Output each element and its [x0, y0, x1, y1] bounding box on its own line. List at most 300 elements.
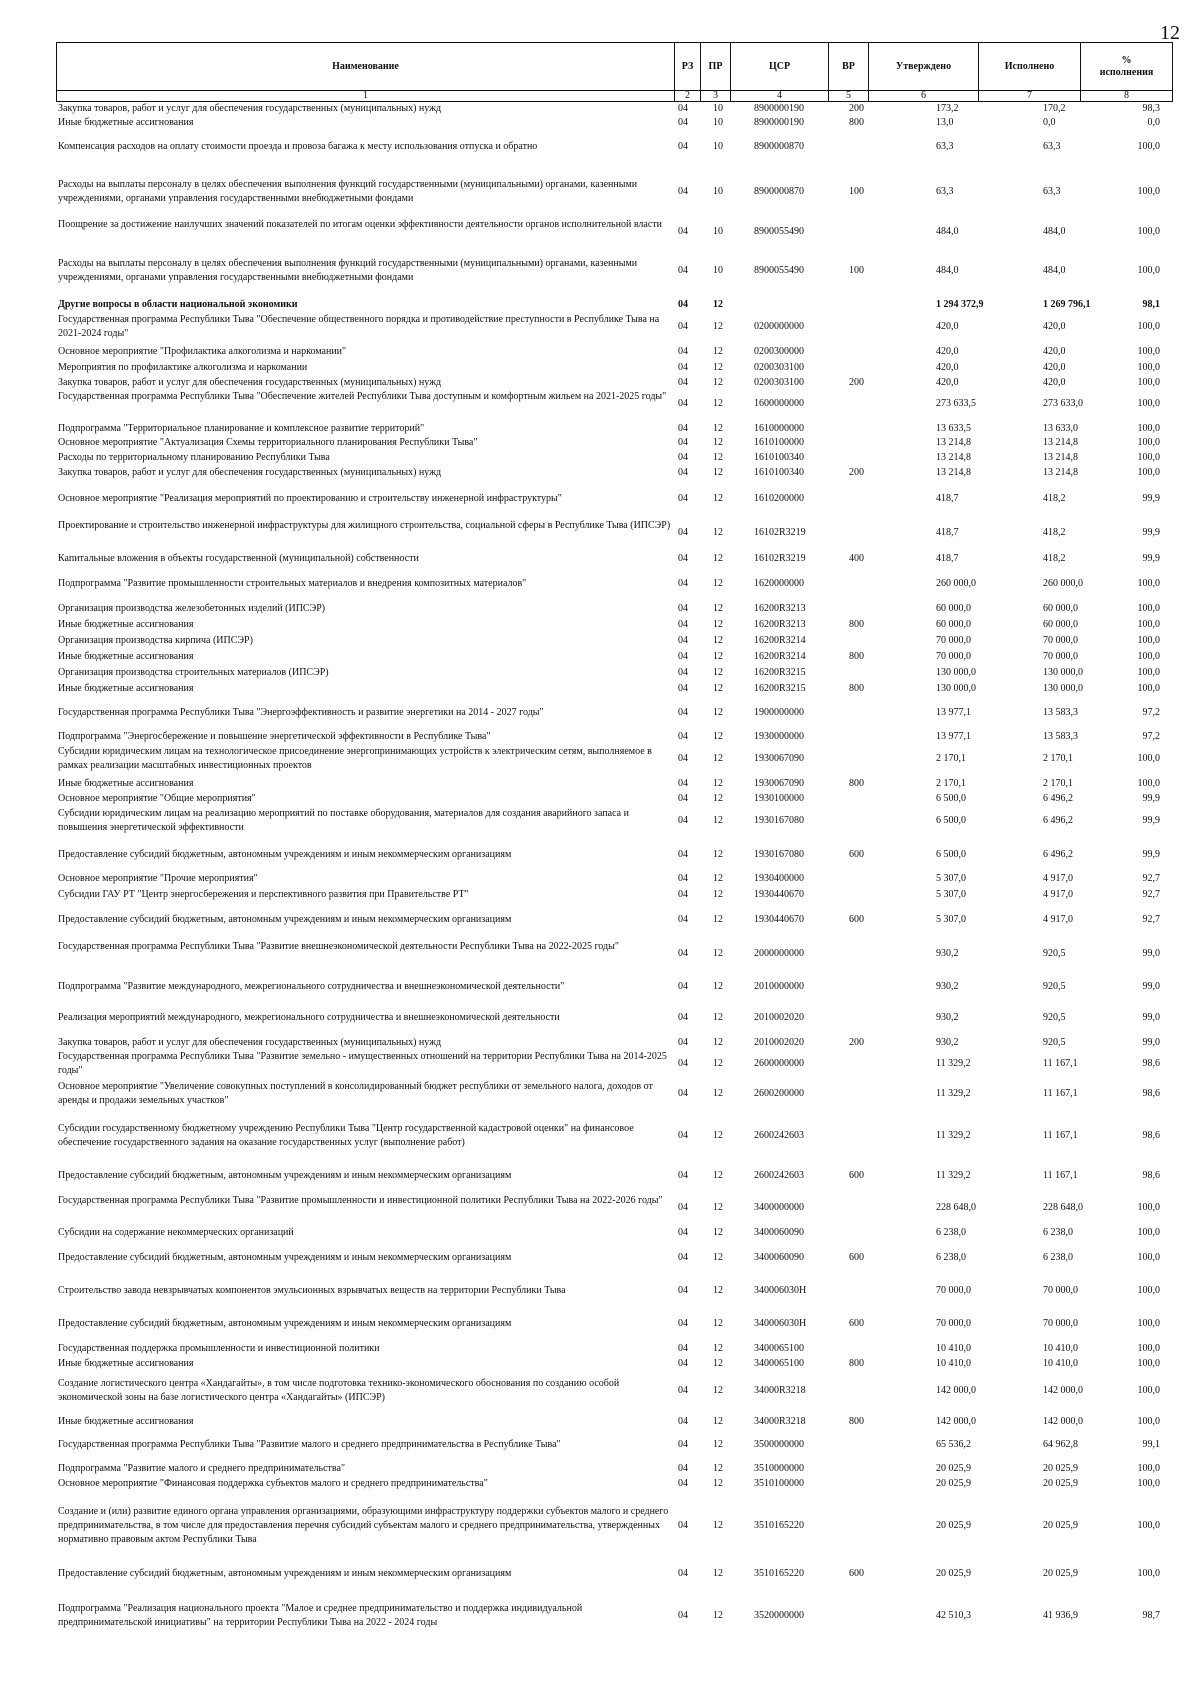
row-approved: 930,2 [936, 1012, 959, 1023]
row-csr: 3520000000 [754, 1610, 804, 1621]
row-percent: 100,0 [1137, 141, 1160, 152]
row-rz: 04 [678, 1170, 688, 1181]
row-pr: 12 [713, 527, 723, 538]
row-executed: 70 000,0 [1043, 635, 1078, 646]
row-name: Основное мероприятие "Профилактика алкоголизма и наркомании" [58, 346, 347, 357]
row-csr: 1930100000 [754, 793, 804, 804]
row-approved: 420,0 [936, 346, 959, 357]
row-executed: 13 633,0 [1043, 423, 1078, 434]
row-csr: 8900000190 [754, 103, 804, 114]
row-rz: 04 [678, 651, 688, 662]
row-executed: 260 000,0 [1043, 578, 1083, 589]
row-executed: 2 170,1 [1043, 753, 1073, 764]
row-pr: 12 [713, 1478, 723, 1489]
row-percent: 100,0 [1137, 346, 1160, 357]
row-approved: 13 977,1 [936, 731, 971, 742]
row-name: Иные бюджетные ассигнования [58, 1358, 194, 1369]
row-percent: 100,0 [1137, 578, 1160, 589]
row-name: Строительство завода невзрывчатых компонентов эмульсионных взрывчатых веществ на территории Республики Тыва [58, 1285, 566, 1296]
row-name: Государственная программа Республики Тыва "Развитие земельно - имущественных отношений на территории Республики Тыва на 2014-2025 годы" [58, 1051, 667, 1076]
row-pr: 12 [713, 753, 723, 764]
row-name: Подпрограмма "Развитие малого и среднего предпринимательства" [58, 1463, 346, 1474]
row-name: Государственная программа Республики Тыва "Развитие малого и среднего предпринимательства в Республике Тыва" [58, 1439, 561, 1450]
row-pr: 12 [713, 1170, 723, 1181]
row-approved: 420,0 [936, 377, 959, 388]
row-rz: 04 [678, 778, 688, 789]
row-name: Основное мероприятие "Прочие мероприятия" [58, 873, 258, 884]
row-name: Субсидии государственному бюджетному учреждению Республики Тыва "Центр государственной кадастровой оценки" на финансовое обеспечение государственного задания на оказание государственных услуг (выполнение работ) [58, 1123, 634, 1148]
row-percent: 100,0 [1137, 467, 1160, 478]
row-csr: 8900055490 [754, 265, 804, 276]
row-executed: 64 962,8 [1043, 1439, 1078, 1450]
row-rz: 04 [678, 321, 688, 332]
row-executed: 4 917,0 [1043, 873, 1073, 884]
row-executed: 10 410,0 [1043, 1358, 1078, 1369]
row-approved: 70 000,0 [936, 635, 971, 646]
row-csr: 3510100000 [754, 1478, 804, 1489]
row-pr: 12 [713, 437, 723, 448]
row-rz: 04 [678, 226, 688, 237]
col-percent-header [1081, 43, 1173, 91]
row-pr: 12 [713, 493, 723, 504]
row-csr: 2010000000 [754, 981, 804, 992]
row-name: Субсидии на содержание некоммерческих организаций [58, 1227, 294, 1238]
col-number: 3 [701, 91, 731, 102]
row-percent: 100,0 [1137, 362, 1160, 373]
row-percent: 99,9 [1142, 527, 1160, 538]
col-rz-header: РЗ [675, 43, 701, 91]
row-percent: 100,0 [1137, 683, 1160, 694]
row-vr: 100 [849, 265, 864, 276]
row-pr: 12 [713, 683, 723, 694]
row-percent: 100,0 [1137, 1318, 1160, 1329]
row-rz: 04 [678, 1058, 688, 1069]
row-csr: 3510165220 [754, 1520, 804, 1531]
row-pr: 12 [713, 398, 723, 409]
row-percent: 97,2 [1142, 707, 1160, 718]
row-percent: 100,0 [1137, 1568, 1160, 1579]
row-executed: 13 214,8 [1043, 467, 1078, 478]
row-csr: 16200R3214 [754, 635, 806, 646]
row-csr: 8900000870 [754, 186, 804, 197]
row-name: Государственная программа Республики Тыва "Обеспечение жителей Республики Тыва доступным и комфортным жильем на 2021-2025 годы" [58, 391, 667, 402]
row-name: Предоставление субсидий бюджетным, автономным учреждениям и иным некоммерческим организациям [58, 849, 512, 860]
row-approved: 418,7 [936, 527, 959, 538]
row-name: Иные бюджетные ассигнования [58, 619, 194, 630]
row-pr: 12 [713, 635, 723, 646]
row-vr: 200 [849, 467, 864, 478]
row-name: Организация производства железобетонных изделий (ИПСЭР) [58, 603, 326, 614]
row-executed: 6 496,2 [1043, 793, 1073, 804]
row-name: Предоставление субсидий бюджетным, автономным учреждениям и иным некоммерческим организациям [58, 1252, 512, 1263]
row-vr: 800 [849, 683, 864, 694]
row-executed: 920,5 [1043, 1037, 1066, 1048]
row-executed: 4 917,0 [1043, 889, 1073, 900]
row-rz: 04 [678, 1285, 688, 1296]
row-name: Подпрограмма "Реализация национального проекта "Малое и среднее предпринимательство и поддержка индивидуальной предпринимательской инициативы" на территории Республики Тыва на 2022 - 2024 годы [58, 1603, 583, 1628]
row-approved: 13 214,8 [936, 467, 971, 478]
row-percent: 97,2 [1142, 731, 1160, 742]
row-rz: 04 [678, 1202, 688, 1213]
row-rz: 04 [678, 731, 688, 742]
row-rz: 04 [678, 467, 688, 478]
col-vr-header: ВР [829, 43, 869, 91]
row-pr: 12 [713, 362, 723, 373]
row-csr: 2010002020 [754, 1037, 804, 1048]
row-rz: 04 [678, 981, 688, 992]
row-csr: 1930167080 [754, 849, 804, 860]
row-pr: 12 [713, 377, 723, 388]
row-csr: 16200R3213 [754, 603, 806, 614]
row-name: Государственная программа Республики Тыва "Энергоэффективность и развитие энергетики на 2014 - 2027 годы" [58, 707, 544, 718]
row-pr: 12 [713, 553, 723, 564]
row-pr: 12 [713, 873, 723, 884]
row-percent: 100,0 [1137, 1285, 1160, 1296]
row-csr: 2600242603 [754, 1130, 804, 1141]
row-percent: 100,0 [1137, 619, 1160, 630]
row-executed: 484,0 [1043, 226, 1066, 237]
row-name: Закупка товаров, работ и услуг для обеспечения государственных (муниципальных) нужд [58, 1037, 442, 1048]
row-executed: 13 583,3 [1043, 731, 1078, 742]
row-csr: 0200300000 [754, 346, 804, 357]
row-percent: 99,0 [1142, 948, 1160, 959]
row-executed: 60 000,0 [1043, 603, 1078, 614]
row-rz: 04 [678, 793, 688, 804]
row-vr: 800 [849, 778, 864, 789]
row-approved: 42 510,3 [936, 1610, 971, 1621]
row-approved: 484,0 [936, 226, 959, 237]
row-approved: 13 214,8 [936, 437, 971, 448]
row-approved: 70 000,0 [936, 1318, 971, 1329]
row-pr: 12 [713, 1416, 723, 1427]
row-name: Закупка товаров, работ и услуг для обеспечения государственных (муниципальных) нужд [58, 377, 442, 388]
row-approved: 70 000,0 [936, 1285, 971, 1296]
row-vr: 100 [849, 186, 864, 197]
row-approved: 6 500,0 [936, 793, 966, 804]
row-executed: 6 496,2 [1043, 849, 1073, 860]
row-percent: 100,0 [1137, 778, 1160, 789]
row-csr: 2600242603 [754, 1170, 804, 1181]
row-name: Другие вопросы в области национальной экономики [58, 299, 298, 310]
row-executed: 20 025,9 [1043, 1520, 1078, 1531]
row-approved: 11 329,2 [936, 1130, 971, 1141]
row-csr: 1600000000 [754, 398, 804, 409]
row-percent: 100,0 [1137, 1202, 1160, 1213]
row-name: Иные бюджетные ассигнования [58, 651, 194, 662]
row-percent: 99,9 [1142, 815, 1160, 826]
row-rz: 04 [678, 619, 688, 630]
row-csr: 1930000000 [754, 731, 804, 742]
row-vr: 600 [849, 914, 864, 925]
row-rz: 04 [678, 1610, 688, 1621]
row-percent: 92,7 [1142, 873, 1160, 884]
row-percent: 100,0 [1137, 1478, 1160, 1489]
row-percent: 100,0 [1137, 667, 1160, 678]
row-percent: 99,9 [1142, 553, 1160, 564]
row-name: Субсидии юридическим лицам на технологическое присоединение энергопринимающих устройств к электрическим сетям, выполняемое в рамках реализации масштабных инвестиционных проектов [58, 746, 652, 771]
row-approved: 273 633,5 [936, 398, 976, 409]
row-executed: 63,3 [1043, 141, 1061, 152]
row-pr: 10 [713, 226, 723, 237]
row-vr: 800 [849, 1416, 864, 1427]
row-executed: 273 633,0 [1043, 398, 1083, 409]
row-executed: 420,0 [1043, 346, 1066, 357]
row-executed: 920,5 [1043, 1012, 1066, 1023]
row-rz: 04 [678, 493, 688, 504]
row-pr: 10 [713, 103, 723, 114]
row-approved: 484,0 [936, 265, 959, 276]
row-percent: 100,0 [1137, 226, 1160, 237]
row-pr: 12 [713, 707, 723, 718]
row-pr: 10 [713, 186, 723, 197]
row-rz: 04 [678, 103, 688, 114]
col-number: 4 [731, 91, 829, 102]
row-approved: 228 648,0 [936, 1202, 976, 1213]
page-number: 12 [1160, 22, 1180, 44]
row-name: Иные бюджетные ассигнования [58, 683, 194, 694]
row-pr: 12 [713, 603, 723, 614]
row-name: Государственная программа Республики Тыва "Обеспечение общественного порядка и противодействие преступности в Республике Тыва на 2021-2024 годы" [58, 314, 660, 339]
row-pr: 12 [713, 423, 723, 434]
row-percent: 100,0 [1137, 603, 1160, 614]
row-vr: 600 [849, 1170, 864, 1181]
row-rz: 04 [678, 1227, 688, 1238]
col-number: 2 [675, 91, 701, 102]
row-executed: 41 936,9 [1043, 1610, 1078, 1621]
row-pr: 12 [713, 1358, 723, 1369]
row-rz: 04 [678, 265, 688, 276]
row-name: Субсидии ГАУ РТ "Центр энергосбережения и перспективного развития при Правительстве РТ" [58, 889, 469, 900]
row-approved: 20 025,9 [936, 1463, 971, 1474]
row-pr: 12 [713, 981, 723, 992]
row-executed: 920,5 [1043, 981, 1066, 992]
row-rz: 04 [678, 707, 688, 718]
row-rz: 04 [678, 1252, 688, 1263]
row-pr: 12 [713, 299, 723, 310]
row-csr: 8900000190 [754, 117, 804, 128]
row-percent: 98,6 [1142, 1170, 1160, 1181]
row-name: Капитальные вложения в объекты государственной (муниципальной) собственности [58, 553, 419, 564]
row-rz: 04 [678, 667, 688, 678]
row-csr: 1610000000 [754, 423, 804, 434]
row-vr: 400 [849, 553, 864, 564]
col-name-header: Наименование [57, 43, 675, 91]
row-csr: 3500000000 [754, 1439, 804, 1450]
row-percent: 99,1 [1142, 1439, 1160, 1450]
row-approved: 930,2 [936, 1037, 959, 1048]
row-pr: 12 [713, 793, 723, 804]
row-name: Расходы на выплаты персоналу в целях обеспечения выполнения функций государственными (муниципальными) органами, казенными учреждениями, органами управления государственными внебюджетными фондами [58, 258, 638, 283]
row-approved: 13 214,8 [936, 452, 971, 463]
table-header [56, 42, 1173, 102]
row-rz: 04 [678, 1478, 688, 1489]
row-name: Основное мероприятие "Актуализация Схемы территориального планирования Республики Тыва" [58, 437, 478, 448]
row-csr: 3400000000 [754, 1202, 804, 1213]
row-name: Расходы по территориальному планированию Республики Тыва [58, 452, 330, 463]
row-executed: 1 269 796,1 [1043, 299, 1091, 310]
row-rz: 04 [678, 141, 688, 152]
row-name: Подпрограмма "Энергосбережение и повышение энергетической эффективности в Республике Тыва" [58, 731, 491, 742]
row-percent: 100,0 [1137, 423, 1160, 434]
row-rz: 04 [678, 849, 688, 860]
row-executed: 6 238,0 [1043, 1252, 1073, 1263]
row-approved: 142 000,0 [936, 1416, 976, 1427]
row-rz: 04 [678, 423, 688, 434]
row-percent: 100,0 [1137, 186, 1160, 197]
row-csr: 3510000000 [754, 1463, 804, 1474]
row-csr: 3400065100 [754, 1343, 804, 1354]
row-csr: 3510165220 [754, 1568, 804, 1579]
row-executed: 13 214,8 [1043, 437, 1078, 448]
row-csr: 3400060090 [754, 1227, 804, 1238]
row-percent: 100,0 [1137, 1520, 1160, 1531]
row-rz: 04 [678, 553, 688, 564]
row-csr: 1610100340 [754, 452, 804, 463]
row-csr: 3400060090 [754, 1252, 804, 1263]
row-percent: 98,1 [1142, 299, 1160, 310]
row-csr: 1610100000 [754, 437, 804, 448]
row-csr: 16200R3213 [754, 619, 806, 630]
row-pr: 12 [713, 1318, 723, 1329]
row-vr: 600 [849, 1568, 864, 1579]
row-approved: 65 536,2 [936, 1439, 971, 1450]
row-pr: 12 [713, 1343, 723, 1354]
row-percent: 100,0 [1137, 1416, 1160, 1427]
row-name: Мероприятия по профилактике алкоголизма и наркомании [58, 362, 308, 373]
row-approved: 930,2 [936, 981, 959, 992]
row-approved: 10 410,0 [936, 1358, 971, 1369]
row-approved: 63,3 [936, 141, 954, 152]
row-executed: 60 000,0 [1043, 619, 1078, 630]
row-approved: 20 025,9 [936, 1478, 971, 1489]
row-name: Иные бюджетные ассигнования [58, 1416, 194, 1427]
row-pr: 12 [713, 619, 723, 630]
row-name: Предоставление субсидий бюджетным, автономным учреждениям и иным некоммерческим организациям [58, 914, 512, 925]
col-pr-header: ПР [701, 43, 731, 91]
row-name: Создание и (или) развитие единого органа управления организациями, образующими инфраструктуру поддержки субъектов малого и среднего предпринимательства, в том числе для предоставления перечня субсидий субъектам малого и среднего предпринимательства, утвержденных нормативно правовым актом Республики Тыва [58, 1506, 669, 1545]
row-approved: 6 500,0 [936, 815, 966, 826]
row-csr: 0200303100 [754, 362, 804, 373]
row-executed: 13 583,3 [1043, 707, 1078, 718]
row-executed: 70 000,0 [1043, 1318, 1078, 1329]
row-pr: 12 [713, 321, 723, 332]
row-approved: 5 307,0 [936, 873, 966, 884]
row-rz: 04 [678, 1343, 688, 1354]
row-percent: 99,0 [1142, 1037, 1160, 1048]
row-approved: 11 329,2 [936, 1058, 971, 1069]
row-approved: 2 170,1 [936, 778, 966, 789]
row-percent: 92,7 [1142, 889, 1160, 900]
row-pr: 12 [713, 1463, 723, 1474]
row-approved: 142 000,0 [936, 1385, 976, 1396]
col-number: 8 [1081, 91, 1173, 102]
row-executed: 484,0 [1043, 265, 1066, 276]
row-name: Предоставление субсидий бюджетным, автономным учреждениям и иным некоммерческим организациям [58, 1568, 512, 1579]
row-percent: 99,9 [1142, 793, 1160, 804]
row-approved: 5 307,0 [936, 914, 966, 925]
row-approved: 260 000,0 [936, 578, 976, 589]
row-rz: 04 [678, 635, 688, 646]
row-name: Иные бюджетные ассигнования [58, 117, 194, 128]
row-rz: 04 [678, 299, 688, 310]
row-rz: 04 [678, 117, 688, 128]
row-executed: 13 214,8 [1043, 452, 1078, 463]
row-executed: 11 167,1 [1043, 1170, 1078, 1181]
row-percent: 100,0 [1137, 1343, 1160, 1354]
col-number: 6 [869, 91, 979, 102]
row-executed: 20 025,9 [1043, 1568, 1078, 1579]
row-csr: 340006030Н [754, 1318, 807, 1329]
row-vr: 600 [849, 1252, 864, 1263]
row-executed: 20 025,9 [1043, 1478, 1078, 1489]
row-rz: 04 [678, 1358, 688, 1369]
row-executed: 2 170,1 [1043, 778, 1073, 789]
row-percent: 100,0 [1137, 452, 1160, 463]
row-pr: 12 [713, 1058, 723, 1069]
row-name: Закупка товаров, работ и услуг для обеспечения государственных (муниципальных) нужд [58, 467, 442, 478]
row-csr: 1930067090 [754, 753, 804, 764]
row-executed: 70 000,0 [1043, 1285, 1078, 1296]
row-csr: 1900000000 [754, 707, 804, 718]
row-executed: 20 025,9 [1043, 1463, 1078, 1474]
row-csr: 1930440670 [754, 889, 804, 900]
row-approved: 930,2 [936, 948, 959, 959]
row-pr: 12 [713, 1130, 723, 1141]
row-rz: 04 [678, 1012, 688, 1023]
row-pr: 12 [713, 1088, 723, 1099]
row-rz: 04 [678, 1416, 688, 1427]
row-percent: 98,7 [1142, 1610, 1160, 1621]
row-csr: 1610200000 [754, 493, 804, 504]
row-percent: 92,7 [1142, 914, 1160, 925]
row-approved: 6 238,0 [936, 1252, 966, 1263]
row-csr: 1610100340 [754, 467, 804, 478]
row-csr: 34000R3218 [754, 1416, 806, 1427]
row-pr: 12 [713, 1012, 723, 1023]
row-approved: 13 977,1 [936, 707, 971, 718]
row-csr: 1930440670 [754, 914, 804, 925]
row-pr: 12 [713, 1520, 723, 1531]
row-csr: 16102R3219 [754, 527, 806, 538]
row-csr: 0200303100 [754, 377, 804, 388]
row-approved: 13,0 [936, 117, 954, 128]
row-approved: 130 000,0 [936, 683, 976, 694]
row-rz: 04 [678, 603, 688, 614]
row-csr: 340006030Н [754, 1285, 807, 1296]
row-percent: 100,0 [1137, 635, 1160, 646]
row-approved: 20 025,9 [936, 1520, 971, 1531]
row-rz: 04 [678, 346, 688, 357]
row-percent: 100,0 [1137, 265, 1160, 276]
row-pr: 12 [713, 651, 723, 662]
row-name: Создание логистического центра «Хандагайты», в том числе подготовка технико-экономического обоснования по созданию особой экономической зоны на базе логистического центра «Хандагайты» (ИПСЭР) [58, 1378, 620, 1403]
row-name: Основное мероприятие "Финансовая поддержка субъектов малого и среднего предпринимательства" [58, 1478, 488, 1489]
row-executed: 142 000,0 [1043, 1385, 1083, 1396]
row-rz: 04 [678, 914, 688, 925]
col-number: 5 [829, 91, 869, 102]
row-rz: 04 [678, 1318, 688, 1329]
row-rz: 04 [678, 683, 688, 694]
row-percent: 100,0 [1137, 398, 1160, 409]
row-pr: 12 [713, 914, 723, 925]
row-name: Иные бюджетные ассигнования [58, 778, 194, 789]
row-name: Подпрограмма "Развитие промышленности строительных материалов и внедрения композитных материалов" [58, 578, 527, 589]
row-name: Подпрограмма "Развитие международного, межрегионального сотрудничества и внешнеэкономической деятельности" [58, 981, 565, 992]
row-pr: 12 [713, 578, 723, 589]
row-pr: 12 [713, 1385, 723, 1396]
col-csr-header: ЦСР [731, 43, 829, 91]
row-name: Основное мероприятие "Общие мероприятия" [58, 793, 256, 804]
